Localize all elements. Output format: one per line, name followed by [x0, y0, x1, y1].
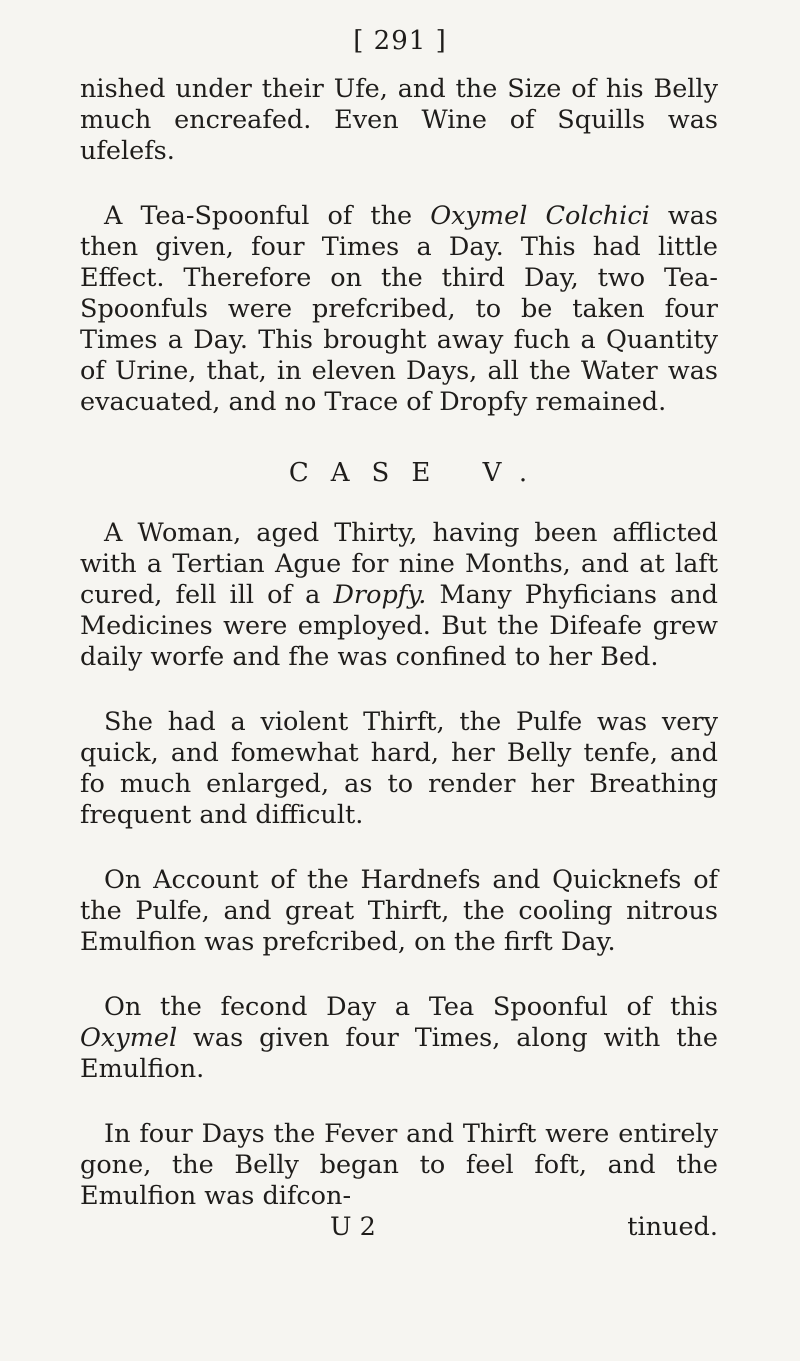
page-footer: [80, 1212, 718, 1243]
page-body: [80, 74, 718, 1243]
paragraph-5: [80, 865, 718, 958]
paragraph-6: [80, 992, 718, 1085]
paragraph-7-text: In four Days the Fever and Thirft were entirely gone, the Belly began to feel foft, and the Emulfion was difcon-: [80, 1119, 718, 1211]
paragraph-6-text-a: On the fecond Day a Tea Spoonful of this: [104, 992, 718, 1022]
paragraph-2-italic: Oxymel Colchici: [430, 201, 650, 231]
paragraph-4: [80, 707, 718, 831]
paragraph-6-italic: Oxymel: [80, 1023, 178, 1053]
paragraph-5-text: On Account of the Hardnefs and Quicknefs of the Pulfe, and great Thirft, the cooling nitrous Emulfion was prefcribed, on the firft Day.: [80, 865, 718, 957]
signature-mark: U 2: [330, 1212, 376, 1242]
catchword: tinued.: [627, 1212, 718, 1242]
paragraph-3-text-a: A Woman, aged Thirty, having been afflicted with a Tertian Ague for nine Months, and at laft cured, fell ill of a: [80, 518, 718, 610]
paragraph-2-text-a: A Tea-Spoonful of the: [104, 201, 431, 231]
paragraph-4-text: She had a violent Thirft, the Pulfe was very quick, and fomewhat hard, her Belly tenfe, and fo much enlarged, as to render her Breathing frequent and difficult.: [80, 707, 718, 830]
paragraph-7: [80, 1119, 718, 1212]
case-heading: CASE V.: [288, 458, 550, 488]
paragraph-3: [80, 518, 718, 673]
paragraph-2-text-c: was then given, four Times a Day. This had little Effect. Therefore on the third Day, two Tea-Spoonfuls were prefcribed, to be taken four Times a Day. This brought away fuch a Quantity of Urine, that, in eleven Days, all the Water was evacuated, and no Trace of Dropfy remained.: [80, 201, 718, 417]
paragraph-3-italic: Dropfy.: [333, 580, 427, 610]
paragraph-1: nished under their Ufe, and the Size of his Belly much encreafed. Even Wine of Squills was ufelefs.: [80, 74, 718, 166]
paragraph-6-text-c: was given four Times, along with the Emulfion.: [80, 1023, 718, 1084]
page-number: [ 291 ]: [353, 26, 447, 56]
paragraph-2: [80, 201, 718, 418]
paragraph-3-text-c: Many Phyficians and Medicines were employed. But the Difeafe grew daily worfe and fhe was confined to her Bed.: [80, 580, 718, 672]
